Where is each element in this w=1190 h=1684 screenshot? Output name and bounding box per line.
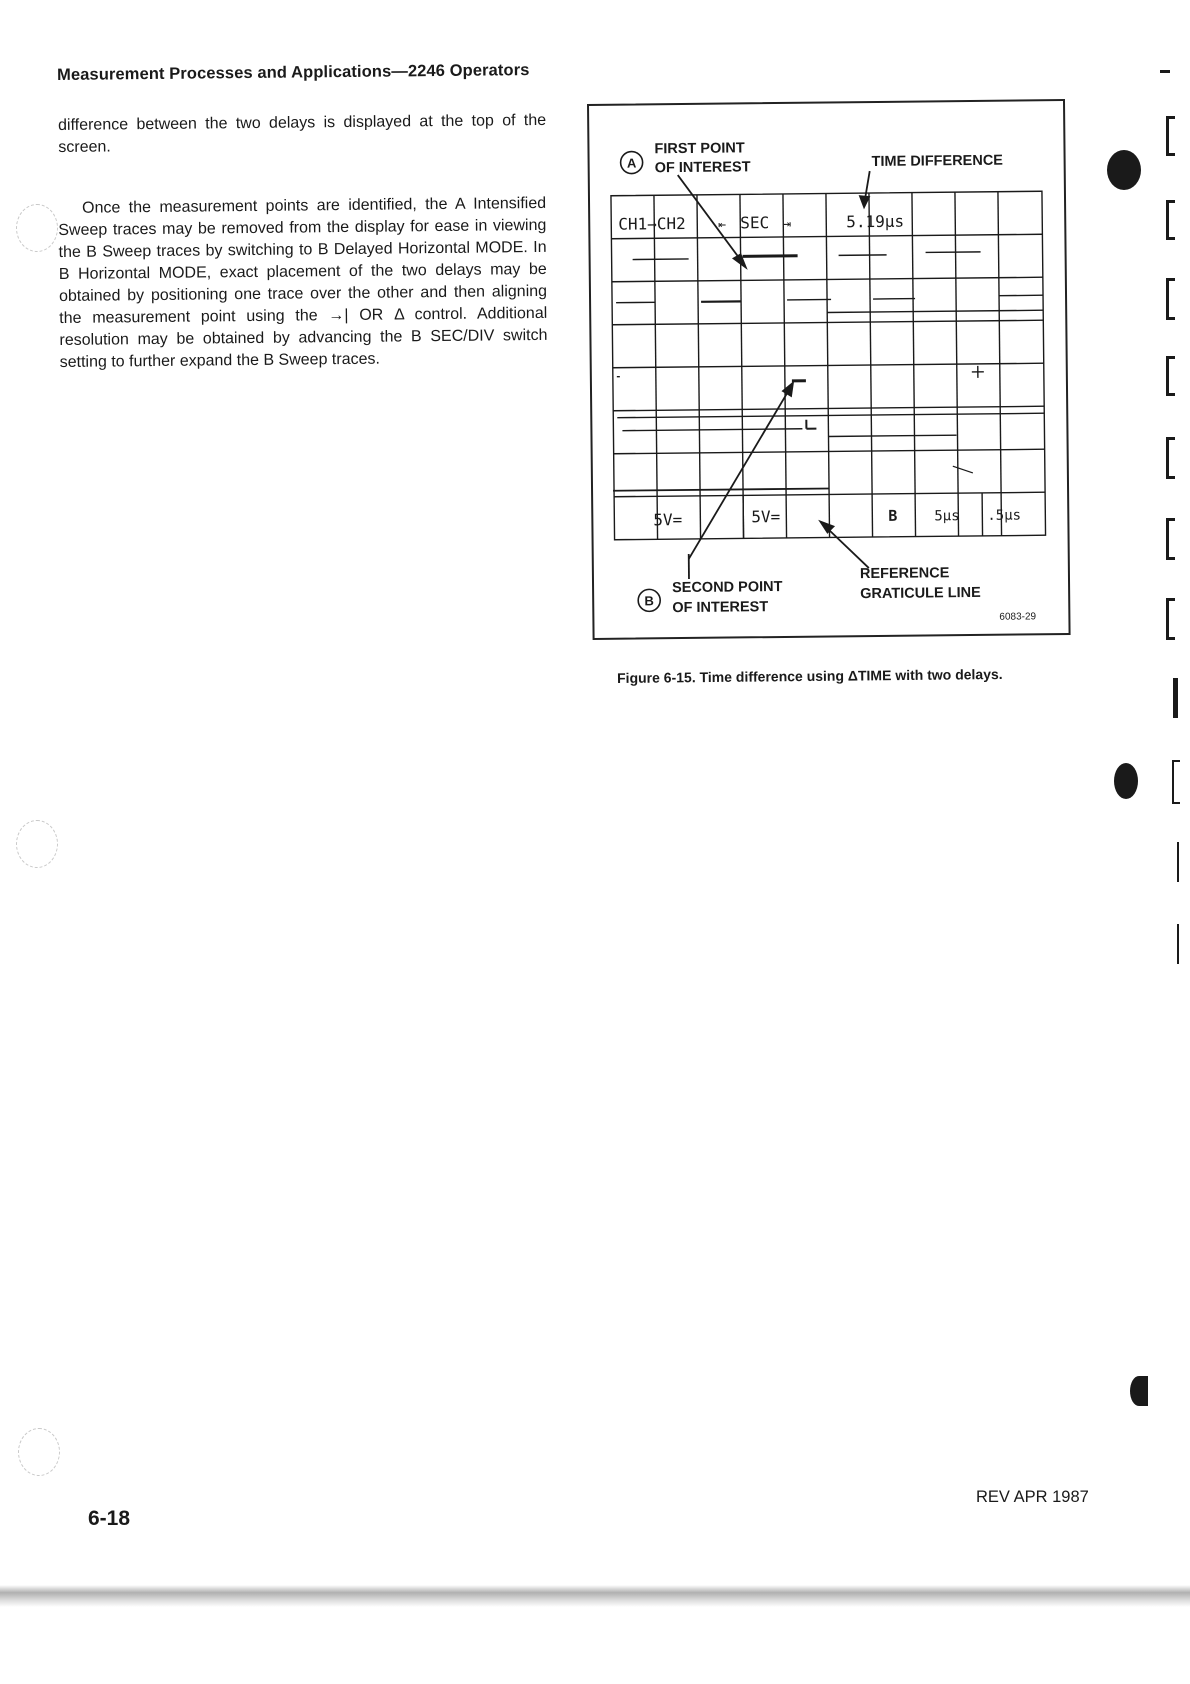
edge-dash — [1160, 70, 1170, 73]
readout-arrow-right: ⇥ — [783, 216, 792, 232]
binder-bracket — [1166, 278, 1175, 320]
binder-bar — [1173, 678, 1178, 718]
body-paragraph-1: difference between the two delays is displayed at the top of the screen. — [58, 111, 547, 156]
binder-bracket — [1166, 518, 1175, 560]
readout-channels: CH1→CH2 — [618, 213, 686, 234]
page-number: 6-18 — [88, 1507, 131, 1530]
punch-hole-dark — [1130, 1376, 1148, 1406]
binder-bracket — [1172, 760, 1180, 804]
body-paragraph-2: Once the measurement points are identified, the A Intensified Sweep traces may be removed from the display for ease in viewing the B Sweep traces by switching to B Delayed Horizontal MODE. In B Horizontal MODE, exact placement of the two delays may be obtained by positioning one trace over the other and then aligning the measurement point using the →| OR Δ control. Additional resolution may be obtained by advancing the B SEC/DIV switch setting to further expand the B Sweep traces. — [58, 194, 548, 371]
punch-hole-dark — [1114, 763, 1138, 799]
callout-b-line1: SECOND POINT — [671, 578, 783, 597]
readout-sec-div-2: .5μs — [987, 507, 1022, 524]
readout-time-value: 5.19μs — [846, 211, 905, 232]
binder-bracket — [1166, 356, 1175, 396]
binder-bar — [1177, 842, 1179, 882]
readout-sec: SEC — [740, 213, 770, 233]
arrow-first-point — [678, 174, 742, 262]
callout-a-line1: FIRST POINT — [654, 140, 745, 158]
readout-ch2-volts: 5V= — [751, 506, 781, 527]
binder-bracket — [1166, 116, 1175, 156]
readout-ch1-volts: 5V= — [653, 510, 683, 530]
callout-b-letter: B — [644, 593, 654, 609]
arrow-reference-line — [826, 527, 868, 568]
faint-punch-hole — [16, 820, 58, 868]
figure-6-15 — [587, 99, 1071, 640]
page-header: Measurement Processes and Applications—2246 Operators — [57, 61, 530, 84]
callout-a-letter: A — [626, 155, 637, 171]
reference-line1: REFERENCE — [859, 565, 950, 583]
readout-arrow-left: ⇤ — [718, 217, 727, 233]
binder-bracket — [1166, 200, 1175, 240]
callout-b-line2: OF INTEREST — [672, 599, 769, 617]
oscilloscope-diagram — [589, 101, 1068, 637]
binder-bracket — [1166, 598, 1175, 640]
binder-bracket — [1166, 437, 1175, 479]
figure-caption: Figure 6-15. Time difference using ΔTIME with two delays. — [617, 665, 1003, 686]
punch-hole-dark — [1107, 150, 1141, 190]
arrow-second-point — [687, 390, 791, 559]
binder-bar — [1177, 924, 1179, 964]
callout-a-line2: OF INTEREST — [654, 159, 751, 177]
time-difference-label: TIME DIFFERENCE — [871, 152, 1004, 171]
figure-id: 6083-29 — [999, 611, 1037, 623]
faint-punch-hole — [18, 1428, 60, 1476]
readout-sec-div-1: 5μs — [934, 508, 960, 525]
scan-edge-shadow — [0, 1585, 1190, 1607]
revision-date: REV APR 1987 — [976, 1488, 1089, 1506]
faint-punch-hole — [16, 204, 58, 252]
graticule — [611, 191, 1046, 539]
readout-b-label: B — [888, 506, 898, 525]
reference-line2: GRATICULE LINE — [860, 584, 981, 603]
